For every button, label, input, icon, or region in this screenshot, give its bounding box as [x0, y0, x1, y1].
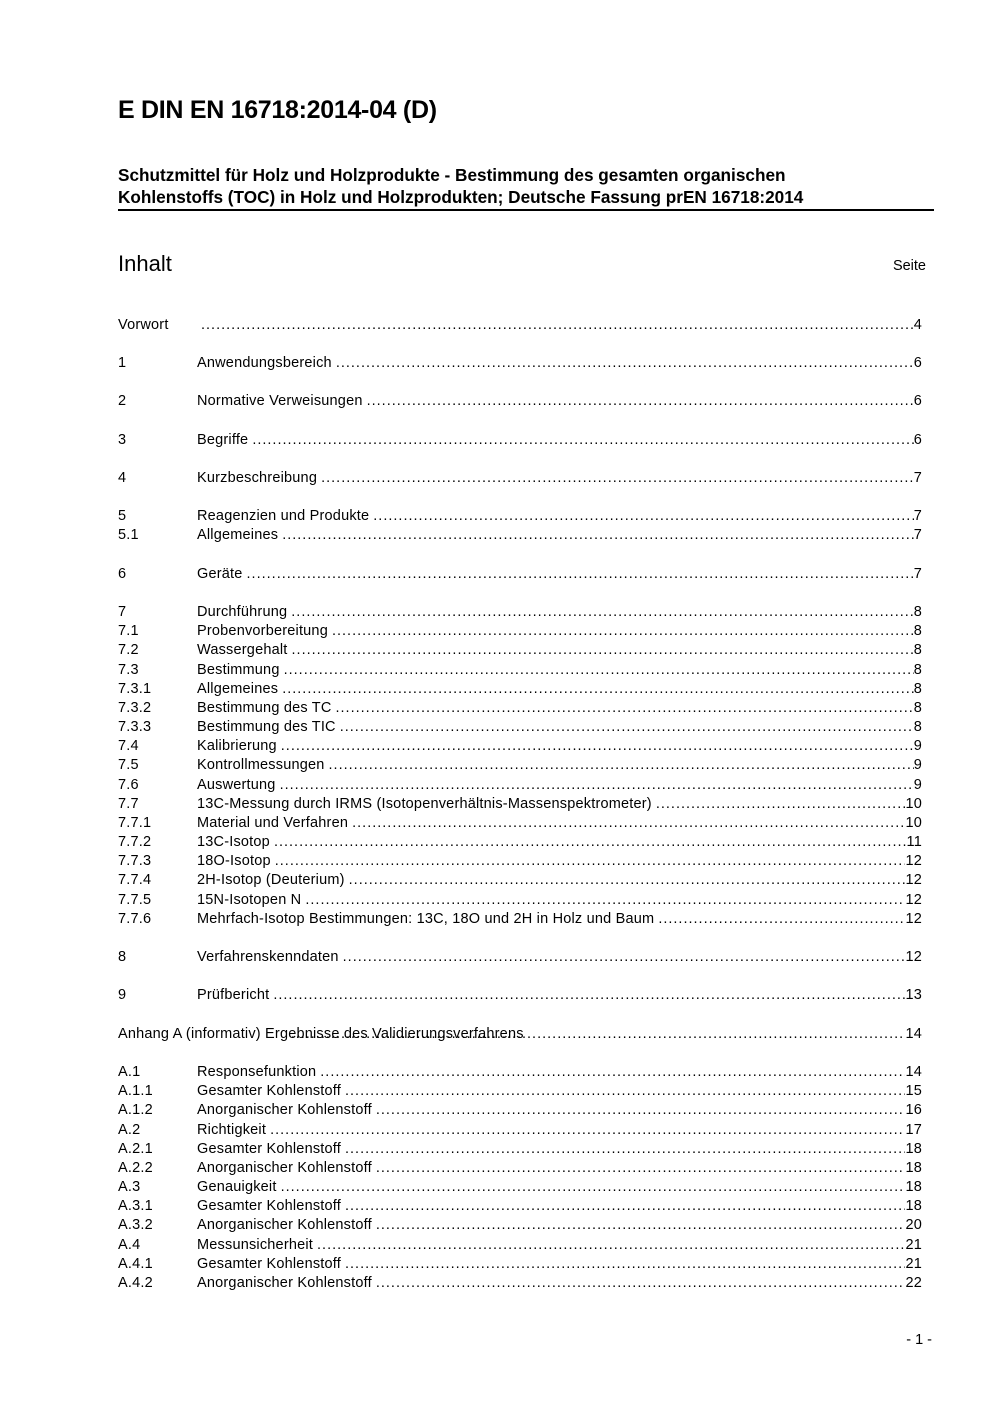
toc-entry-number: 7.7.3 — [118, 853, 152, 869]
toc-entry-label: Responsefunktion — [197, 1064, 317, 1080]
toc-dot-leader — [345, 1081, 905, 1101]
toc-entry-label: Anorganischer Kohlenstoff — [197, 1160, 372, 1176]
toc-entry-page: 12 — [905, 892, 922, 908]
toc-dot-leader — [352, 813, 905, 833]
toc-dot-leader — [345, 1254, 905, 1274]
toc-entry-label: Vorwort — [118, 317, 169, 333]
toc-dot-leader — [282, 525, 914, 545]
toc-entry-label: Anhang A (informativ) Ergebnisse des Validierungsverfahrens — [118, 1026, 524, 1042]
toc-entry-label: Gesamter Kohlenstoff — [197, 1141, 341, 1157]
toc-entry-label: Begriffe — [197, 432, 249, 448]
toc-dot-leader — [349, 870, 906, 890]
toc-entry-page: 18 — [905, 1179, 922, 1195]
toc-entry-page: 8 — [913, 604, 922, 620]
toc-entry[interactable] — [118, 679, 922, 699]
toc-entry-page: 14 — [905, 1026, 922, 1042]
toc-entry-number: A.3 — [118, 1179, 141, 1195]
toc-entry[interactable] — [118, 1158, 922, 1178]
toc-entry-label: 2H-Isotop (Deuterium) — [197, 872, 345, 888]
toc-entry-number: 7.3 — [118, 662, 139, 678]
toc-entry-page: 18 — [905, 1160, 922, 1176]
toc-entry-page: 4 — [913, 317, 922, 333]
toc-entry-page: 21 — [905, 1256, 922, 1272]
toc-entry-number: 7.6 — [118, 777, 139, 793]
toc-dot-leader — [291, 1024, 906, 1044]
toc-dot-leader — [376, 1158, 906, 1178]
toc-entry-label: Gesamter Kohlenstoff — [197, 1198, 341, 1214]
toc-entry-number: A.4.1 — [118, 1256, 153, 1272]
toc-entry-label: Allgemeines — [197, 527, 279, 543]
toc-dot-leader — [274, 832, 907, 852]
toc-entry-number: A.1.1 — [118, 1083, 153, 1099]
document-id: E DIN EN 16718:2014-04 (D) — [118, 96, 437, 124]
toc-entry-number: 8 — [118, 949, 127, 965]
toc-entry-page: 9 — [913, 777, 922, 793]
toc-entry-label: Richtigkeit — [197, 1122, 267, 1138]
toc-entry[interactable] — [118, 1254, 922, 1274]
toc-entry-page: 12 — [905, 872, 922, 888]
toc-entry[interactable] — [118, 755, 922, 775]
toc-entry-page: 16 — [905, 1102, 922, 1118]
toc-dot-leader — [336, 353, 914, 373]
toc-entry[interactable] — [118, 506, 922, 526]
toc-dot-leader — [305, 890, 905, 910]
toc-dot-leader — [345, 1139, 905, 1159]
toc-entry-page: 11 — [906, 834, 922, 850]
toc-entry-number: 7.4 — [118, 738, 139, 754]
toc-entry-label: Anorganischer Kohlenstoff — [197, 1102, 372, 1118]
toc-entry[interactable] — [118, 660, 922, 680]
toc-entry-label: Anorganischer Kohlenstoff — [197, 1275, 372, 1291]
toc-entry-label: Auswertung — [197, 777, 276, 793]
page-number: - 1 - — [906, 1332, 932, 1348]
toc-dot-leader — [281, 736, 914, 756]
document-title — [118, 164, 934, 211]
toc-dot-leader — [281, 1177, 906, 1197]
toc-dot-leader — [321, 468, 914, 488]
toc-entry[interactable] — [118, 1024, 922, 1044]
toc-dot-leader — [343, 947, 906, 967]
toc-entry[interactable] — [118, 1120, 922, 1140]
toc-entry-page: 8 — [913, 681, 922, 697]
toc-entry-label: 13C-Isotop — [197, 834, 270, 850]
toc-entry-number: 9 — [118, 987, 127, 1003]
toc-dot-leader — [284, 660, 914, 680]
toc-entry-number: 7.3.2 — [118, 700, 152, 716]
toc-entry[interactable] — [118, 430, 922, 450]
toc-entry-page: 18 — [905, 1198, 922, 1214]
toc-dot-leader — [336, 698, 914, 718]
toc-entry[interactable] — [118, 315, 922, 335]
toc-entry-page: 13 — [905, 987, 922, 1003]
toc-entry[interactable] — [118, 391, 922, 411]
toc-entry-number: A.1.2 — [118, 1102, 153, 1118]
toc-entry-page: 8 — [913, 623, 922, 639]
toc-entry-number: 6 — [118, 566, 127, 582]
toc-entry-page: 10 — [905, 815, 922, 831]
toc-dot-leader — [376, 1215, 906, 1235]
toc-entry-page: 7 — [913, 508, 922, 524]
toc-entry-page: 14 — [905, 1064, 922, 1080]
toc-dot-leader — [658, 909, 905, 929]
toc-entry[interactable] — [118, 794, 922, 814]
toc-entry-number: A.2.1 — [118, 1141, 153, 1157]
toc-dot-leader — [332, 621, 914, 641]
toc-entry[interactable] — [118, 813, 922, 833]
toc-entry-page: 9 — [913, 757, 922, 773]
toc-dot-leader — [376, 1273, 906, 1293]
toc-entry-number: 7.3.3 — [118, 719, 152, 735]
toc-entry-page: 20 — [905, 1217, 922, 1233]
toc-entry-number: 7.7.1 — [118, 815, 152, 831]
toc-entry-label: Genauigkeit — [197, 1179, 277, 1195]
toc-dot-leader — [367, 391, 914, 411]
toc-entry-page: 8 — [913, 662, 922, 678]
toc-entry-page: 7 — [913, 527, 922, 543]
toc-entry-label: Anwendungsbereich — [197, 355, 332, 371]
toc-entry-page: 9 — [913, 738, 922, 754]
toc-entry-page: 6 — [913, 355, 922, 371]
toc-entry-page: 12 — [905, 911, 922, 927]
toc-entry-label: Probenvorbereitung — [197, 623, 328, 639]
toc-dot-leader — [317, 1235, 905, 1255]
toc-entry[interactable] — [118, 717, 922, 737]
toc-entry-page: 15 — [905, 1083, 922, 1099]
toc-entry-label: Kontrollmessungen — [197, 757, 325, 773]
toc-entry[interactable] — [118, 564, 922, 584]
toc-entry-label: Verfahrenskenndaten — [197, 949, 339, 965]
toc-entry-label: Wassergehalt — [197, 642, 288, 658]
toc-entry[interactable] — [118, 1196, 922, 1216]
toc-entry-number: 7.5 — [118, 757, 139, 773]
toc-entry-page: 17 — [905, 1122, 922, 1138]
toc-entry-page: 6 — [913, 432, 922, 448]
toc-entry-label: Bestimmung des TIC — [197, 719, 336, 735]
toc-entry[interactable] — [118, 947, 922, 967]
toc-dot-leader — [252, 430, 913, 450]
toc-entry-number: A.4 — [118, 1237, 141, 1253]
toc-entry[interactable] — [118, 890, 922, 910]
toc-entry-label: Normative Verweisungen — [197, 393, 363, 409]
toc-entry-number: A.2 — [118, 1122, 141, 1138]
toc-entry-number: 7.7.2 — [118, 834, 152, 850]
toc-entry-label: Geräte — [197, 566, 243, 582]
toc-entry-label: Kurzbeschreibung — [197, 470, 318, 486]
toc-entry-label: Messunsicherheit — [197, 1237, 314, 1253]
toc-entry-label: Durchführung — [197, 604, 288, 620]
toc-entry[interactable] — [118, 1081, 922, 1101]
toc-entry[interactable] — [118, 1235, 922, 1255]
toc-entry[interactable] — [118, 468, 922, 488]
toc-entry[interactable] — [118, 1177, 922, 1197]
toc-entry-number: 7.3.1 — [118, 681, 152, 697]
toc-entry-label: Allgemeines — [197, 681, 279, 697]
toc-entry-page: 12 — [905, 853, 922, 869]
toc-entry[interactable] — [118, 736, 922, 756]
toc-entry[interactable] — [118, 775, 922, 795]
toc-entry[interactable] — [118, 832, 922, 852]
toc-entry-label: Bestimmung des TC — [197, 700, 332, 716]
toc-entry-number: 7.1 — [118, 623, 139, 639]
toc-entry[interactable] — [118, 353, 922, 373]
toc-entry[interactable] — [118, 1139, 922, 1159]
toc-entry[interactable] — [118, 851, 922, 871]
toc-entry-number: 7.7.6 — [118, 911, 152, 927]
toc-dot-leader — [345, 1196, 905, 1216]
document-title-line-1: Schutzmittel für Holz und Holzprodukte - Bestimmung des gesamten organischen — [118, 165, 786, 185]
toc-entry-page: 10 — [905, 796, 922, 812]
toc-entry-number: 3 — [118, 432, 127, 448]
toc-entry-label: Material und Verfahren — [197, 815, 349, 831]
toc-entry-page: 7 — [913, 566, 922, 582]
toc-page-label: Seite — [892, 258, 926, 274]
toc-entry-number: 2 — [118, 393, 127, 409]
toc-entry[interactable] — [118, 525, 922, 545]
toc-entry[interactable] — [118, 1062, 922, 1082]
toc-entry-number: 7.7 — [118, 796, 139, 812]
toc-dot-leader — [329, 755, 914, 775]
toc-entry-label: Anorganischer Kohlenstoff — [197, 1217, 372, 1233]
toc-entry-label: Gesamter Kohlenstoff — [197, 1256, 341, 1272]
toc-entry-page: 22 — [905, 1275, 922, 1291]
toc-entry-number: 5 — [118, 508, 127, 524]
toc-heading: Inhalt — [118, 251, 172, 276]
toc-entry-label: Prüfbericht — [197, 987, 270, 1003]
toc-entry-number: 5.1 — [118, 527, 139, 543]
toc-entry-page: 8 — [913, 700, 922, 716]
toc-dot-leader — [320, 1062, 905, 1082]
toc-entry-number: 7.7.5 — [118, 892, 152, 908]
toc-dot-leader — [376, 1100, 906, 1120]
toc-entry[interactable] — [118, 985, 922, 1005]
document-title-line-2: Kohlenstoffs (TOC) in Holz und Holzprodukten; Deutsche Fassung prEN 16718:2014 — [118, 187, 804, 207]
toc-entry-number: A.2.2 — [118, 1160, 153, 1176]
toc-entry-number: 1 — [118, 355, 127, 371]
toc-dot-leader — [282, 679, 914, 699]
toc-entry-label: Bestimmung — [197, 662, 280, 678]
toc-dot-leader — [340, 717, 914, 737]
toc-entry-page: 21 — [905, 1237, 922, 1253]
toc-entry-page: 8 — [913, 642, 922, 658]
toc-dot-leader — [373, 506, 913, 526]
toc-dot-leader — [275, 851, 906, 871]
toc-entry-number: A.4.2 — [118, 1275, 153, 1291]
toc-entry-label: Mehrfach-Isotop Bestimmungen: 13C, 18O und 2H in Holz und Baum — [197, 911, 655, 927]
toc-entry-label: 13C-Messung durch IRMS (Isotopenverhältnis-Massenspektrometer) — [197, 796, 652, 812]
toc-entry-page: 8 — [913, 719, 922, 735]
toc-entry-label: Kalibrierung — [197, 738, 277, 754]
toc-entry-number: A.1 — [118, 1064, 141, 1080]
toc-entry-number: A.3.2 — [118, 1217, 153, 1233]
toc-dot-leader — [292, 640, 914, 660]
toc-dot-leader — [291, 602, 913, 622]
toc-entry[interactable] — [118, 698, 922, 718]
toc-entry-label: Gesamter Kohlenstoff — [197, 1083, 341, 1099]
toc-entry-label: 15N-Isotopen N — [197, 892, 302, 908]
toc-entry-number: 7.2 — [118, 642, 139, 658]
toc-dot-leader — [280, 775, 914, 795]
toc-entry-label: Reagenzien und Produkte — [197, 508, 370, 524]
toc-entry-page: 18 — [905, 1141, 922, 1157]
toc-entry[interactable] — [118, 621, 922, 641]
toc-entry[interactable] — [118, 909, 922, 929]
toc-entry[interactable] — [118, 640, 922, 660]
toc-entry-number: 7 — [118, 604, 127, 620]
toc-dot-leader — [247, 564, 914, 584]
toc-entry-number: A.3.1 — [118, 1198, 153, 1214]
toc-entry-page: 12 — [905, 949, 922, 965]
toc-entry[interactable] — [118, 602, 922, 622]
toc-entry-number: 7.7.4 — [118, 872, 152, 888]
toc-entry[interactable] — [118, 870, 922, 890]
toc-entry-page: 7 — [913, 470, 922, 486]
toc-entry[interactable] — [118, 1273, 922, 1293]
toc-entry-page: 6 — [913, 393, 922, 409]
toc-dot-leader — [656, 794, 906, 814]
toc-dot-leader — [201, 315, 914, 335]
toc-entry[interactable] — [118, 1215, 922, 1235]
toc-dot-leader — [270, 1120, 905, 1140]
toc-entry-number: 4 — [118, 470, 127, 486]
toc-entry[interactable] — [118, 1100, 922, 1120]
toc-dot-leader — [273, 985, 905, 1005]
toc-entry-label: 18O-Isotop — [197, 853, 271, 869]
